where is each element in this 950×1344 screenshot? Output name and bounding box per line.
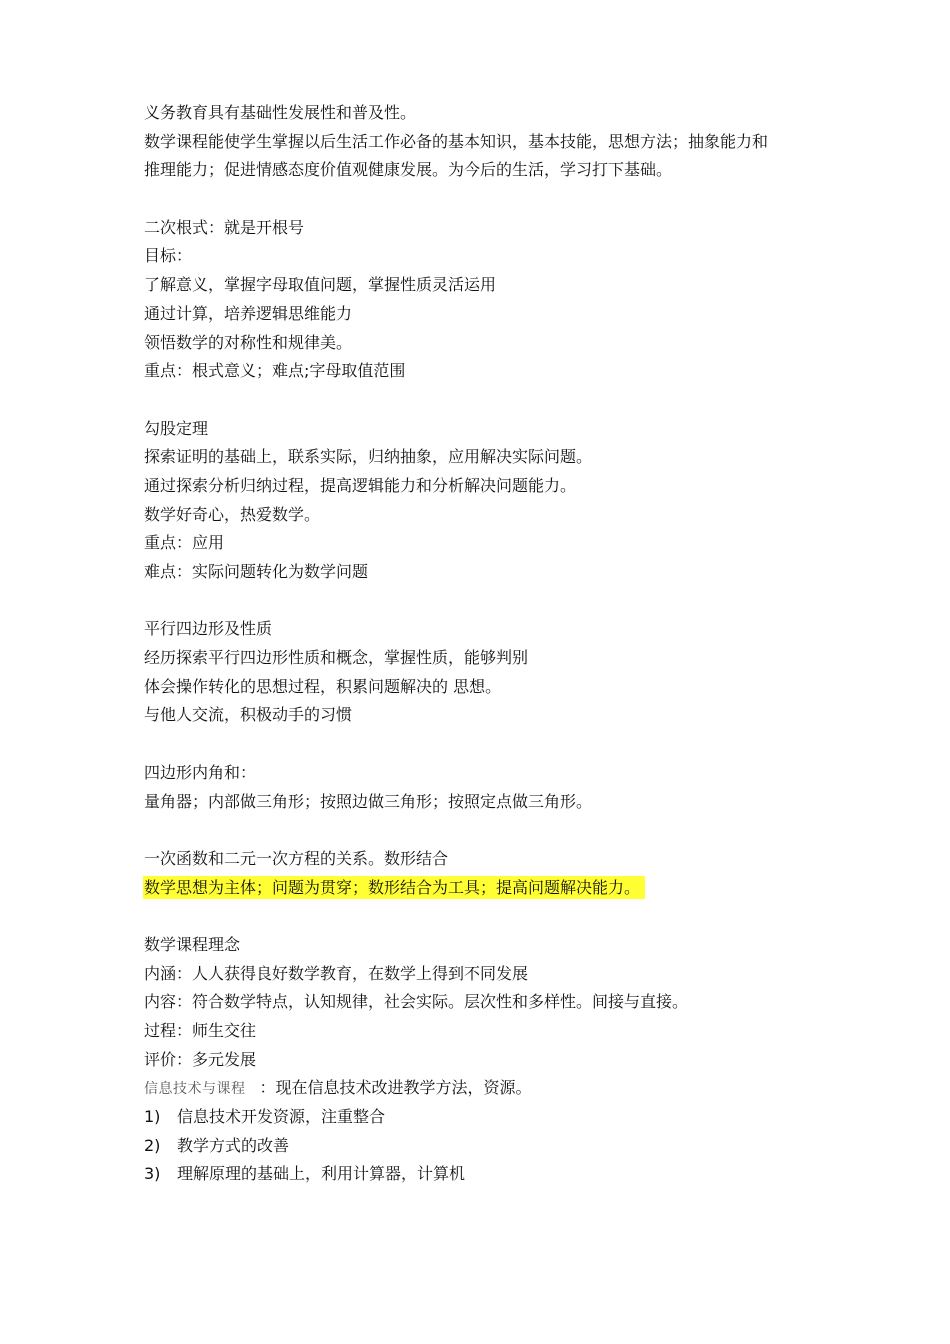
linear-heading: 一次函数和二元一次方程的关系。数形结合	[144, 848, 449, 868]
it-list-item	[144, 1103, 824, 1132]
spacer	[144, 386, 824, 415]
document-body	[144, 99, 824, 1189]
list-text: 教学方式的改善	[177, 1135, 290, 1155]
pythagoras-line: 重点：应用	[144, 533, 225, 553]
parallelogram-line: 体会操作转化的思想过程，积累问题解决的 思想。	[144, 676, 502, 696]
list-number: 2)	[144, 1135, 161, 1155]
parallelogram-line: 与他人交流，积极动手的习惯	[144, 705, 353, 725]
pythagoras-heading: 勾股定理	[144, 418, 209, 438]
it-list-item	[144, 1132, 824, 1161]
spacer	[144, 587, 824, 616]
concept-line: 评价：多元发展	[144, 1049, 257, 1069]
quadrilateral-line: 量角器；内部做三角形；按照边做三角形；按照定点做三角形。	[144, 791, 593, 811]
pythagoras-line: 通过探索分析归纳过程，提高逻辑能力和分析解决问题能力。	[144, 475, 577, 495]
it-text: ：现在信息技术改进教学方法，资源。	[259, 1078, 532, 1098]
linear-highlight-line	[144, 874, 824, 903]
it-line	[144, 1074, 824, 1103]
spacer	[144, 185, 824, 214]
it-label: 信息技术与课程	[144, 1081, 246, 1098]
pythagoras-line: 数学好奇心，热爱数学。	[144, 504, 321, 524]
radical-heading: 二次根式：就是开根号	[144, 217, 305, 237]
list-number: 3)	[144, 1164, 161, 1184]
concept-line: 内容：符合数学特点，认知规律，社会实际。层次性和多样性。间接与直接。	[144, 992, 689, 1012]
spacer	[144, 730, 824, 759]
quadrilateral-heading: 四边形内角和：	[144, 762, 257, 782]
radical-line: 重点：根式意义；难点;字母取值范围	[144, 361, 406, 381]
concept-line: 过程：师生交往	[144, 1021, 257, 1040]
concept-heading: 数学课程理念	[144, 934, 241, 954]
radical-line: 目标：	[144, 246, 193, 266]
intro-line-1: 义务教育具有基础性发展性和普及性。	[144, 103, 417, 122]
it-list-item	[144, 1160, 824, 1189]
list-text: 理解原理的基础上，利用计算器，计算机	[177, 1164, 466, 1184]
parallelogram-heading: 平行四边形及性质	[144, 619, 273, 639]
radical-line: 领悟数学的对称性和规律美。	[144, 332, 353, 352]
list-text: 信息技术开发资源，注重整合	[177, 1107, 386, 1127]
radical-line: 了解意义，掌握字母取值问题，掌握性质灵活运用	[144, 275, 497, 295]
intro-line-2: 数学课程能使学生掌握以后生活工作必备的基本知识，基本技能，思想方法；抽象能力和	[144, 131, 769, 151]
spacer	[144, 902, 824, 931]
spacer	[144, 816, 824, 845]
highlighted-text: 数学思想为主体；问题为贯穿；数形结合为工具；提高问题解决能力。	[144, 877, 644, 898]
parallelogram-line: 经历探索平行四边形性质和概念，掌握性质，能够判别	[144, 648, 529, 668]
list-number: 1)	[144, 1107, 161, 1127]
pythagoras-line: 探索证明的基础上，联系实际，归纳抽象，应用解决实际问题。	[144, 447, 593, 467]
pythagoras-line: 难点：实际问题转化为数学问题	[144, 562, 369, 581]
concept-line: 内涵：人人获得良好数学教育，在数学上得到不同发展	[144, 963, 529, 983]
intro-line-3: 推理能力；促进情感态度价值观健康发展。为今后的生活，学习打下基础。	[144, 160, 673, 180]
radical-line: 通过计算，培养逻辑思维能力	[144, 303, 353, 323]
